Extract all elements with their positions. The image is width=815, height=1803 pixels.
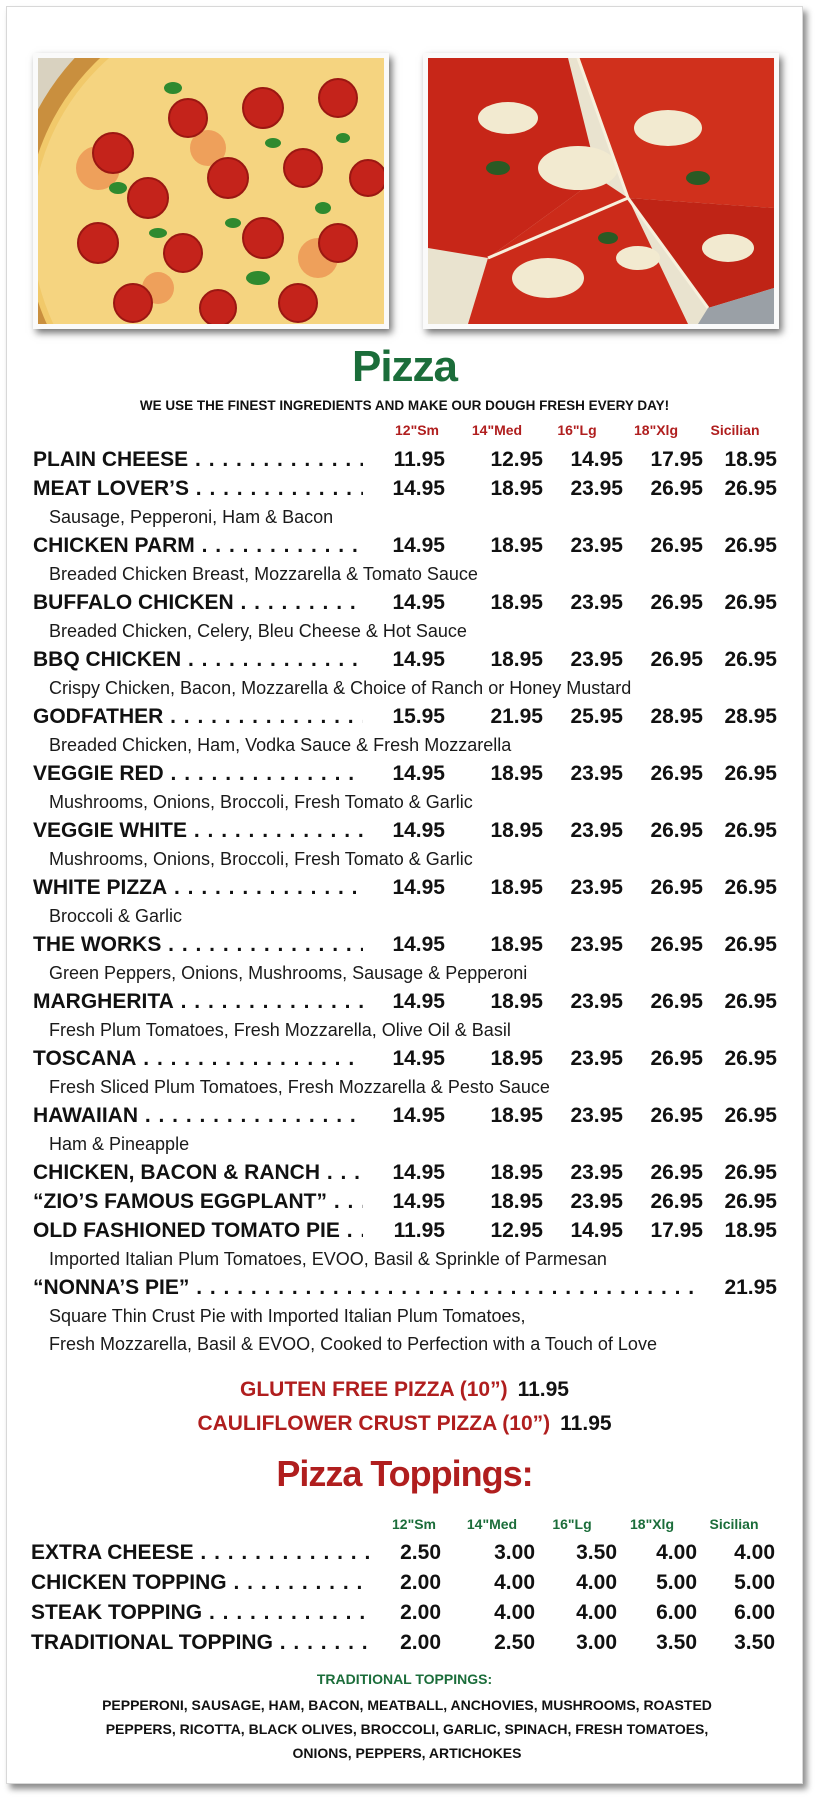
item-name: THE WORKS . . . bbox=[33, 930, 390, 959]
price-small: 14.95 bbox=[363, 474, 445, 503]
menu-page bbox=[6, 6, 803, 1784]
special-price: 11.95 bbox=[560, 1412, 612, 1435]
price-large: 23.95 bbox=[570, 477, 623, 500]
toppings-title: Pizza Toppings: bbox=[276, 1453, 533, 1494]
price-sicilian: 26.95 bbox=[724, 876, 777, 899]
price-small: 14.95 bbox=[363, 1187, 445, 1216]
item-name: OLD FASHIONED TOMATO PIE . . . bbox=[33, 1216, 390, 1245]
price-small: 14.95 bbox=[363, 1044, 445, 1073]
tagline: WE USE THE FINEST INGREDIENTS AND MAKE OUR DOUGH FRESH EVERY DAY! bbox=[139, 398, 670, 413]
price-large: 23.95 bbox=[570, 1047, 623, 1070]
price-large: 23.95 bbox=[570, 1190, 623, 1213]
item-name: WHITE PIZZA . . . bbox=[33, 873, 390, 902]
price-xlarge: 26.95 bbox=[650, 990, 703, 1013]
item-name: MEAT LOVER’S . . . bbox=[33, 474, 390, 503]
price-large: 3.00 bbox=[576, 1631, 617, 1654]
price-small: 14.95 bbox=[363, 816, 445, 845]
size-header-sicilian: Sicilian bbox=[709, 1516, 759, 1532]
price-medium: 18.95 bbox=[490, 1104, 543, 1127]
price-medium: 18.95 bbox=[490, 762, 543, 785]
topping-row bbox=[31, 1538, 775, 1568]
menu-item bbox=[33, 1101, 777, 1158]
item-description: Sausage, Pepperoni, Ham & Bacon bbox=[49, 507, 334, 527]
price-medium: 18.95 bbox=[490, 1047, 543, 1070]
pizza-size-header bbox=[7, 422, 802, 442]
price-large: 14.95 bbox=[570, 1219, 623, 1242]
pepperoni-pizza-photo bbox=[33, 53, 389, 329]
price-small: 14.95 bbox=[363, 1158, 445, 1187]
size-header-small: 12"Sm bbox=[395, 422, 439, 438]
price-sicilian: 26.95 bbox=[724, 1190, 777, 1213]
item-name: PLAIN CHEESE . . . bbox=[33, 445, 390, 474]
price-xlarge: 26.95 bbox=[650, 591, 703, 614]
price-medium: 18.95 bbox=[490, 933, 543, 956]
price-single: 21.95 bbox=[697, 1273, 777, 1302]
price-sicilian: 26.95 bbox=[724, 534, 777, 557]
topping-row bbox=[31, 1598, 775, 1628]
price-large: 23.95 bbox=[570, 876, 623, 899]
traditional-toppings-heading: TRADITIONAL TOPPINGS: bbox=[316, 1671, 493, 1687]
menu-item bbox=[33, 531, 777, 588]
price-xlarge: 26.95 bbox=[650, 477, 703, 500]
menu-item bbox=[33, 987, 777, 1044]
menu-item bbox=[33, 930, 777, 987]
price-large: 3.50 bbox=[576, 1541, 617, 1564]
size-header-large: 16"Lg bbox=[557, 422, 597, 438]
price-sicilian: 5.00 bbox=[734, 1571, 775, 1594]
gluten-free-line bbox=[7, 1375, 802, 1405]
item-description: Fresh Plum Tomatoes, Fresh Mozzarella, Olive Oil & Basil bbox=[49, 1020, 511, 1040]
price-xlarge: 17.95 bbox=[650, 1219, 703, 1242]
margherita-pizza-photo bbox=[423, 53, 779, 329]
size-header-xlarge: 18"Xlg bbox=[634, 422, 678, 438]
price-medium: 18.95 bbox=[490, 819, 543, 842]
menu-item bbox=[33, 474, 777, 531]
menu-item-nonna bbox=[33, 1273, 777, 1358]
price-xlarge: 28.95 bbox=[650, 705, 703, 728]
topping-row bbox=[31, 1568, 775, 1598]
item-name: CHICKEN PARM . . . bbox=[33, 531, 390, 560]
toppings-list bbox=[31, 1538, 775, 1658]
price-xlarge: 26.95 bbox=[650, 648, 703, 671]
item-description: Imported Italian Plum Tomatoes, EVOO, Basil & Sprinkle of Parmesan bbox=[49, 1249, 607, 1269]
traditional-toppings-list: PEPPERONI, SAUSAGE, HAM, BACON, MEATBALL, ANCHOVIES, MUSHROOMS, ROASTED PEPPERS, RICOTTA, BLACK OLIVES, BROCCOLI, GARLIC, SPINACH, FRESH TOMATOES, ONIONS, PEPPERS, ARTICHOKES bbox=[102, 1697, 712, 1761]
item-description: Crispy Chicken, Bacon, Mozzarella & Choice of Ranch or Honey Mustard bbox=[49, 678, 632, 698]
item-name: BUFFALO CHICKEN . . . bbox=[33, 588, 390, 617]
price-xlarge: 3.50 bbox=[656, 1631, 697, 1654]
item-name: MARGHERITA . . . bbox=[33, 987, 390, 1016]
special-label: CAULIFLOWER CRUST PIZZA (10”) bbox=[197, 1412, 551, 1435]
price-large: 23.95 bbox=[570, 1104, 623, 1127]
price-sicilian: 6.00 bbox=[734, 1601, 775, 1624]
price-xlarge: 4.00 bbox=[656, 1541, 697, 1564]
price-sicilian: 4.00 bbox=[734, 1541, 775, 1564]
price-sicilian: 26.95 bbox=[724, 990, 777, 1013]
price-xlarge: 26.95 bbox=[650, 534, 703, 557]
price-large: 23.95 bbox=[570, 933, 623, 956]
price-sicilian: 3.50 bbox=[734, 1631, 775, 1654]
price-medium: 18.95 bbox=[490, 1190, 543, 1213]
toppings-size-header bbox=[7, 1516, 802, 1536]
special-price: 11.95 bbox=[517, 1378, 569, 1401]
price-sicilian: 18.95 bbox=[724, 1219, 777, 1242]
price-small: 14.95 bbox=[363, 1101, 445, 1130]
topping-name: EXTRA CHEESE . . . bbox=[31, 1538, 401, 1568]
price-xlarge: 26.95 bbox=[650, 1047, 703, 1070]
price-large: 23.95 bbox=[570, 819, 623, 842]
item-name: VEGGIE RED . . . bbox=[33, 759, 390, 788]
price-large: 23.95 bbox=[570, 1161, 623, 1184]
size-header-large: 16"Lg bbox=[552, 1516, 592, 1532]
price-sicilian: 18.95 bbox=[724, 448, 777, 471]
price-xlarge: 26.95 bbox=[650, 1161, 703, 1184]
price-xlarge: 26.95 bbox=[650, 819, 703, 842]
item-name: GODFATHER . . . bbox=[33, 702, 390, 731]
item-description: Mushrooms, Onions, Broccoli, Fresh Tomato & Garlic bbox=[49, 849, 473, 869]
menu-item bbox=[33, 445, 777, 474]
price-large: 23.95 bbox=[570, 534, 623, 557]
item-name: BBQ CHICKEN . . . bbox=[33, 645, 390, 674]
cauliflower-crust-line bbox=[7, 1409, 802, 1439]
special-label: GLUTEN FREE PIZZA (10”) bbox=[240, 1378, 508, 1401]
price-medium: 12.95 bbox=[490, 448, 543, 471]
topping-name: TRADITIONAL TOPPING . . . bbox=[31, 1628, 401, 1658]
menu-item bbox=[33, 1216, 777, 1273]
size-header-sicilian: Sicilian bbox=[710, 422, 760, 438]
item-name: VEGGIE WHITE . . . bbox=[33, 816, 390, 845]
price-medium: 18.95 bbox=[490, 876, 543, 899]
menu-item bbox=[33, 1187, 777, 1216]
price-xlarge: 5.00 bbox=[656, 1571, 697, 1594]
price-large: 23.95 bbox=[570, 762, 623, 785]
price-small: 2.00 bbox=[371, 1568, 441, 1598]
topping-row bbox=[31, 1628, 775, 1658]
price-small: 14.95 bbox=[363, 531, 445, 560]
pizza-menu-list bbox=[33, 445, 777, 1358]
item-description: Square Thin Crust Pie with Imported Italian Plum Tomatoes, bbox=[49, 1306, 526, 1326]
price-medium: 18.95 bbox=[490, 591, 543, 614]
price-xlarge: 26.95 bbox=[650, 1104, 703, 1127]
price-sicilian: 26.95 bbox=[724, 591, 777, 614]
size-header-medium: 14"Med bbox=[471, 422, 523, 438]
price-large: 4.00 bbox=[576, 1571, 617, 1594]
item-description: Mushrooms, Onions, Broccoli, Fresh Tomato & Garlic bbox=[49, 792, 473, 812]
item-name: CHICKEN, BACON & RANCH . . . bbox=[33, 1158, 390, 1187]
price-xlarge: 17.95 bbox=[650, 448, 703, 471]
price-sicilian: 26.95 bbox=[724, 819, 777, 842]
price-small: 2.00 bbox=[371, 1628, 441, 1658]
price-sicilian: 26.95 bbox=[724, 477, 777, 500]
price-large: 23.95 bbox=[570, 990, 623, 1013]
price-xlarge: 6.00 bbox=[656, 1601, 697, 1624]
price-sicilian: 26.95 bbox=[724, 1161, 777, 1184]
menu-item bbox=[33, 759, 777, 816]
topping-name: CHICKEN TOPPING . . . bbox=[31, 1568, 401, 1598]
price-medium: 3.00 bbox=[494, 1541, 535, 1564]
size-header-medium: 14"Med bbox=[466, 1516, 518, 1532]
item-description: Ham & Pineapple bbox=[49, 1134, 190, 1154]
price-large: 23.95 bbox=[570, 591, 623, 614]
price-small: 11.95 bbox=[363, 445, 445, 474]
topping-name: STEAK TOPPING . . . bbox=[31, 1598, 401, 1628]
item-description: Broccoli & Garlic bbox=[49, 906, 183, 926]
menu-item bbox=[33, 816, 777, 873]
item-name: “ZIO’S FAMOUS EGGPLANT” . . . bbox=[33, 1187, 390, 1216]
price-medium: 21.95 bbox=[490, 705, 543, 728]
price-small: 14.95 bbox=[363, 873, 445, 902]
price-large: 25.95 bbox=[570, 705, 623, 728]
price-medium: 12.95 bbox=[490, 1219, 543, 1242]
price-medium: 18.95 bbox=[490, 990, 543, 1013]
page-title: Pizza bbox=[351, 342, 458, 391]
item-description: Green Peppers, Onions, Mushrooms, Sausage & Pepperoni bbox=[49, 963, 528, 983]
size-header-xlarge: 18"Xlg bbox=[630, 1516, 674, 1532]
size-header-small: 12"Sm bbox=[392, 1516, 436, 1532]
menu-item bbox=[33, 1044, 777, 1101]
price-large: 23.95 bbox=[570, 648, 623, 671]
price-small: 14.95 bbox=[363, 588, 445, 617]
item-description: Breaded Chicken, Ham, Vodka Sauce & Fresh Mozzarella bbox=[49, 735, 512, 755]
price-medium: 18.95 bbox=[490, 534, 543, 557]
item-description: Fresh Mozzarella, Basil & EVOO, Cooked to Perfection with a Touch of Love bbox=[49, 1334, 657, 1354]
price-xlarge: 26.95 bbox=[650, 876, 703, 899]
price-small: 11.95 bbox=[363, 1216, 445, 1245]
price-medium: 18.95 bbox=[490, 1161, 543, 1184]
price-small: 14.95 bbox=[363, 759, 445, 788]
price-large: 14.95 bbox=[570, 448, 623, 471]
menu-item bbox=[33, 702, 777, 759]
price-sicilian: 28.95 bbox=[724, 705, 777, 728]
menu-item bbox=[33, 873, 777, 930]
price-medium: 4.00 bbox=[494, 1601, 535, 1624]
price-medium: 2.50 bbox=[494, 1631, 535, 1654]
price-medium: 4.00 bbox=[494, 1571, 535, 1594]
price-xlarge: 26.95 bbox=[650, 762, 703, 785]
price-large: 4.00 bbox=[576, 1601, 617, 1624]
price-small: 14.95 bbox=[363, 645, 445, 674]
item-description: Breaded Chicken Breast, Mozzarella & Tomato Sauce bbox=[49, 564, 478, 584]
price-medium: 18.95 bbox=[490, 648, 543, 671]
menu-item bbox=[33, 1158, 777, 1187]
price-small: 14.95 bbox=[363, 987, 445, 1016]
menu-item bbox=[33, 588, 777, 645]
item-name: HAWAIIAN . . . bbox=[33, 1101, 390, 1130]
price-sicilian: 26.95 bbox=[724, 1104, 777, 1127]
price-small: 2.50 bbox=[371, 1538, 441, 1568]
price-small: 14.95 bbox=[363, 930, 445, 959]
price-small: 2.00 bbox=[371, 1598, 441, 1628]
price-sicilian: 26.95 bbox=[724, 1047, 777, 1070]
item-name: TOSCANA . . . bbox=[33, 1044, 390, 1073]
price-sicilian: 26.95 bbox=[724, 648, 777, 671]
item-description: Fresh Sliced Plum Tomatoes, Fresh Mozzarella & Pesto Sauce bbox=[49, 1077, 550, 1097]
price-xlarge: 26.95 bbox=[650, 933, 703, 956]
item-name: “NONNA’S PIE” . . . bbox=[33, 1273, 713, 1302]
price-small: 15.95 bbox=[363, 702, 445, 731]
price-xlarge: 26.95 bbox=[650, 1190, 703, 1213]
menu-item bbox=[33, 645, 777, 702]
price-medium: 18.95 bbox=[490, 477, 543, 500]
price-sicilian: 26.95 bbox=[724, 933, 777, 956]
price-sicilian: 26.95 bbox=[724, 762, 777, 785]
item-description: Breaded Chicken, Celery, Bleu Cheese & Hot Sauce bbox=[49, 621, 467, 641]
